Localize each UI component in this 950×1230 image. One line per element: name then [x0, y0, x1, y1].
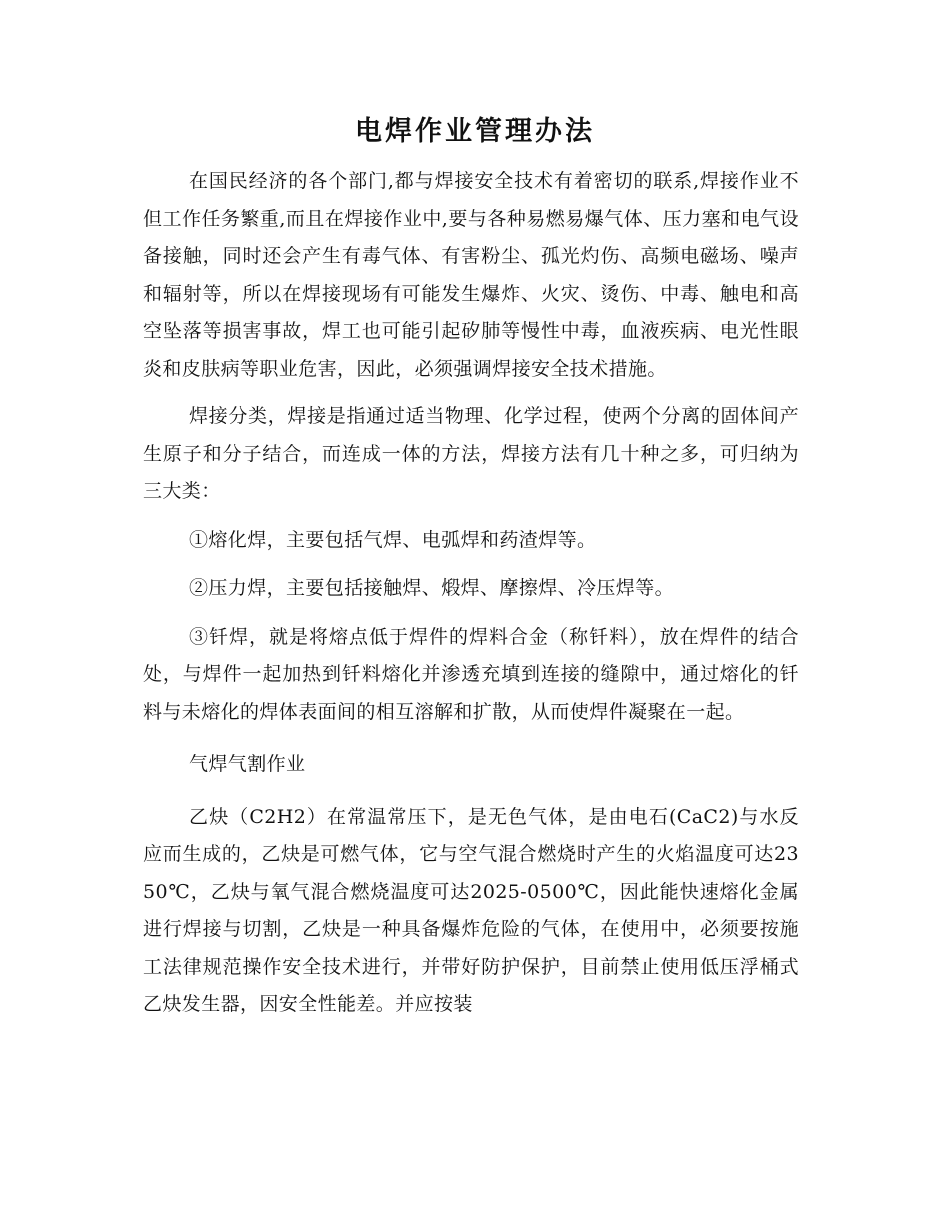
paragraph-intro: 在国民经济的各个部门,都与焊接安全技术有着密切的联系,焊接作业不但工作任务繁重,而且在焊接作业中,要与各种易燃易爆气体、压力塞和电气设备接触，同时还会产生有毒气体、有害粉尘、孤光灼伤、高频电磁场、噪声和辐射等，所以在焊接现场有可能发生爆炸、火灾、烫伤、中毒、触电和高空坠落等损害事故，焊工也可能引起矽肺等慢性中毒，血液疾病、电光性眼炎和皮肤病等职业危害，因此，必须强调焊接安全技术措施。: [143, 170, 799, 380]
section-heading-gas-welding: 气焊气割作业: [189, 753, 306, 775]
list-item-pressure-welding: ②压力焊，主要包括接触焊、煅焊、摩擦焊、冷压焊等。: [189, 577, 675, 599]
list-item-brazing: ③钎焊，就是将熔点低于焊件的焊料合金（称钎料），放在焊件的结合处，与焊件一起加热到钎料熔化并渗透充填到连接的缝隙中，通过熔化的钎料与未熔化的焊体表面间的相互溶解和扩散，从而使焊件凝聚在一起。: [143, 625, 799, 723]
document-body: [143, 163, 799, 1024]
paragraph-acetylene: 乙炔（C2H2）在常温常压下，是无色气体，是由电石(CaC2)与水反应而生成的，乙炔是可燃气体，它与空气混合燃烧时产生的火焰温度可达2350℃，乙炔与氧气混合燃烧温度可达2025-0500℃，因此能快速熔化金属进行焊接与切割，乙炔是一种具备爆炸危险的气体，在使用中，必须要按施工法律规范操作安全技术进行，并带好防护保护，目前禁止使用低压浮桶式乙炔发生器，因安全性能差。并应按装: [143, 805, 799, 1015]
list-item-fusion-welding: ①熔化焊，主要包括气焊、电弧焊和药渣焊等。: [189, 528, 597, 551]
paragraph-welding-classification: 焊接分类，焊接是指通过适当物理、化学过程，使两个分离的固体间产生原子和分子结合，而连成一体的方法，焊接方法有几十种之多，可归纳为三大类：: [143, 405, 799, 502]
document-title: 电焊作业管理办法: [355, 116, 595, 147]
